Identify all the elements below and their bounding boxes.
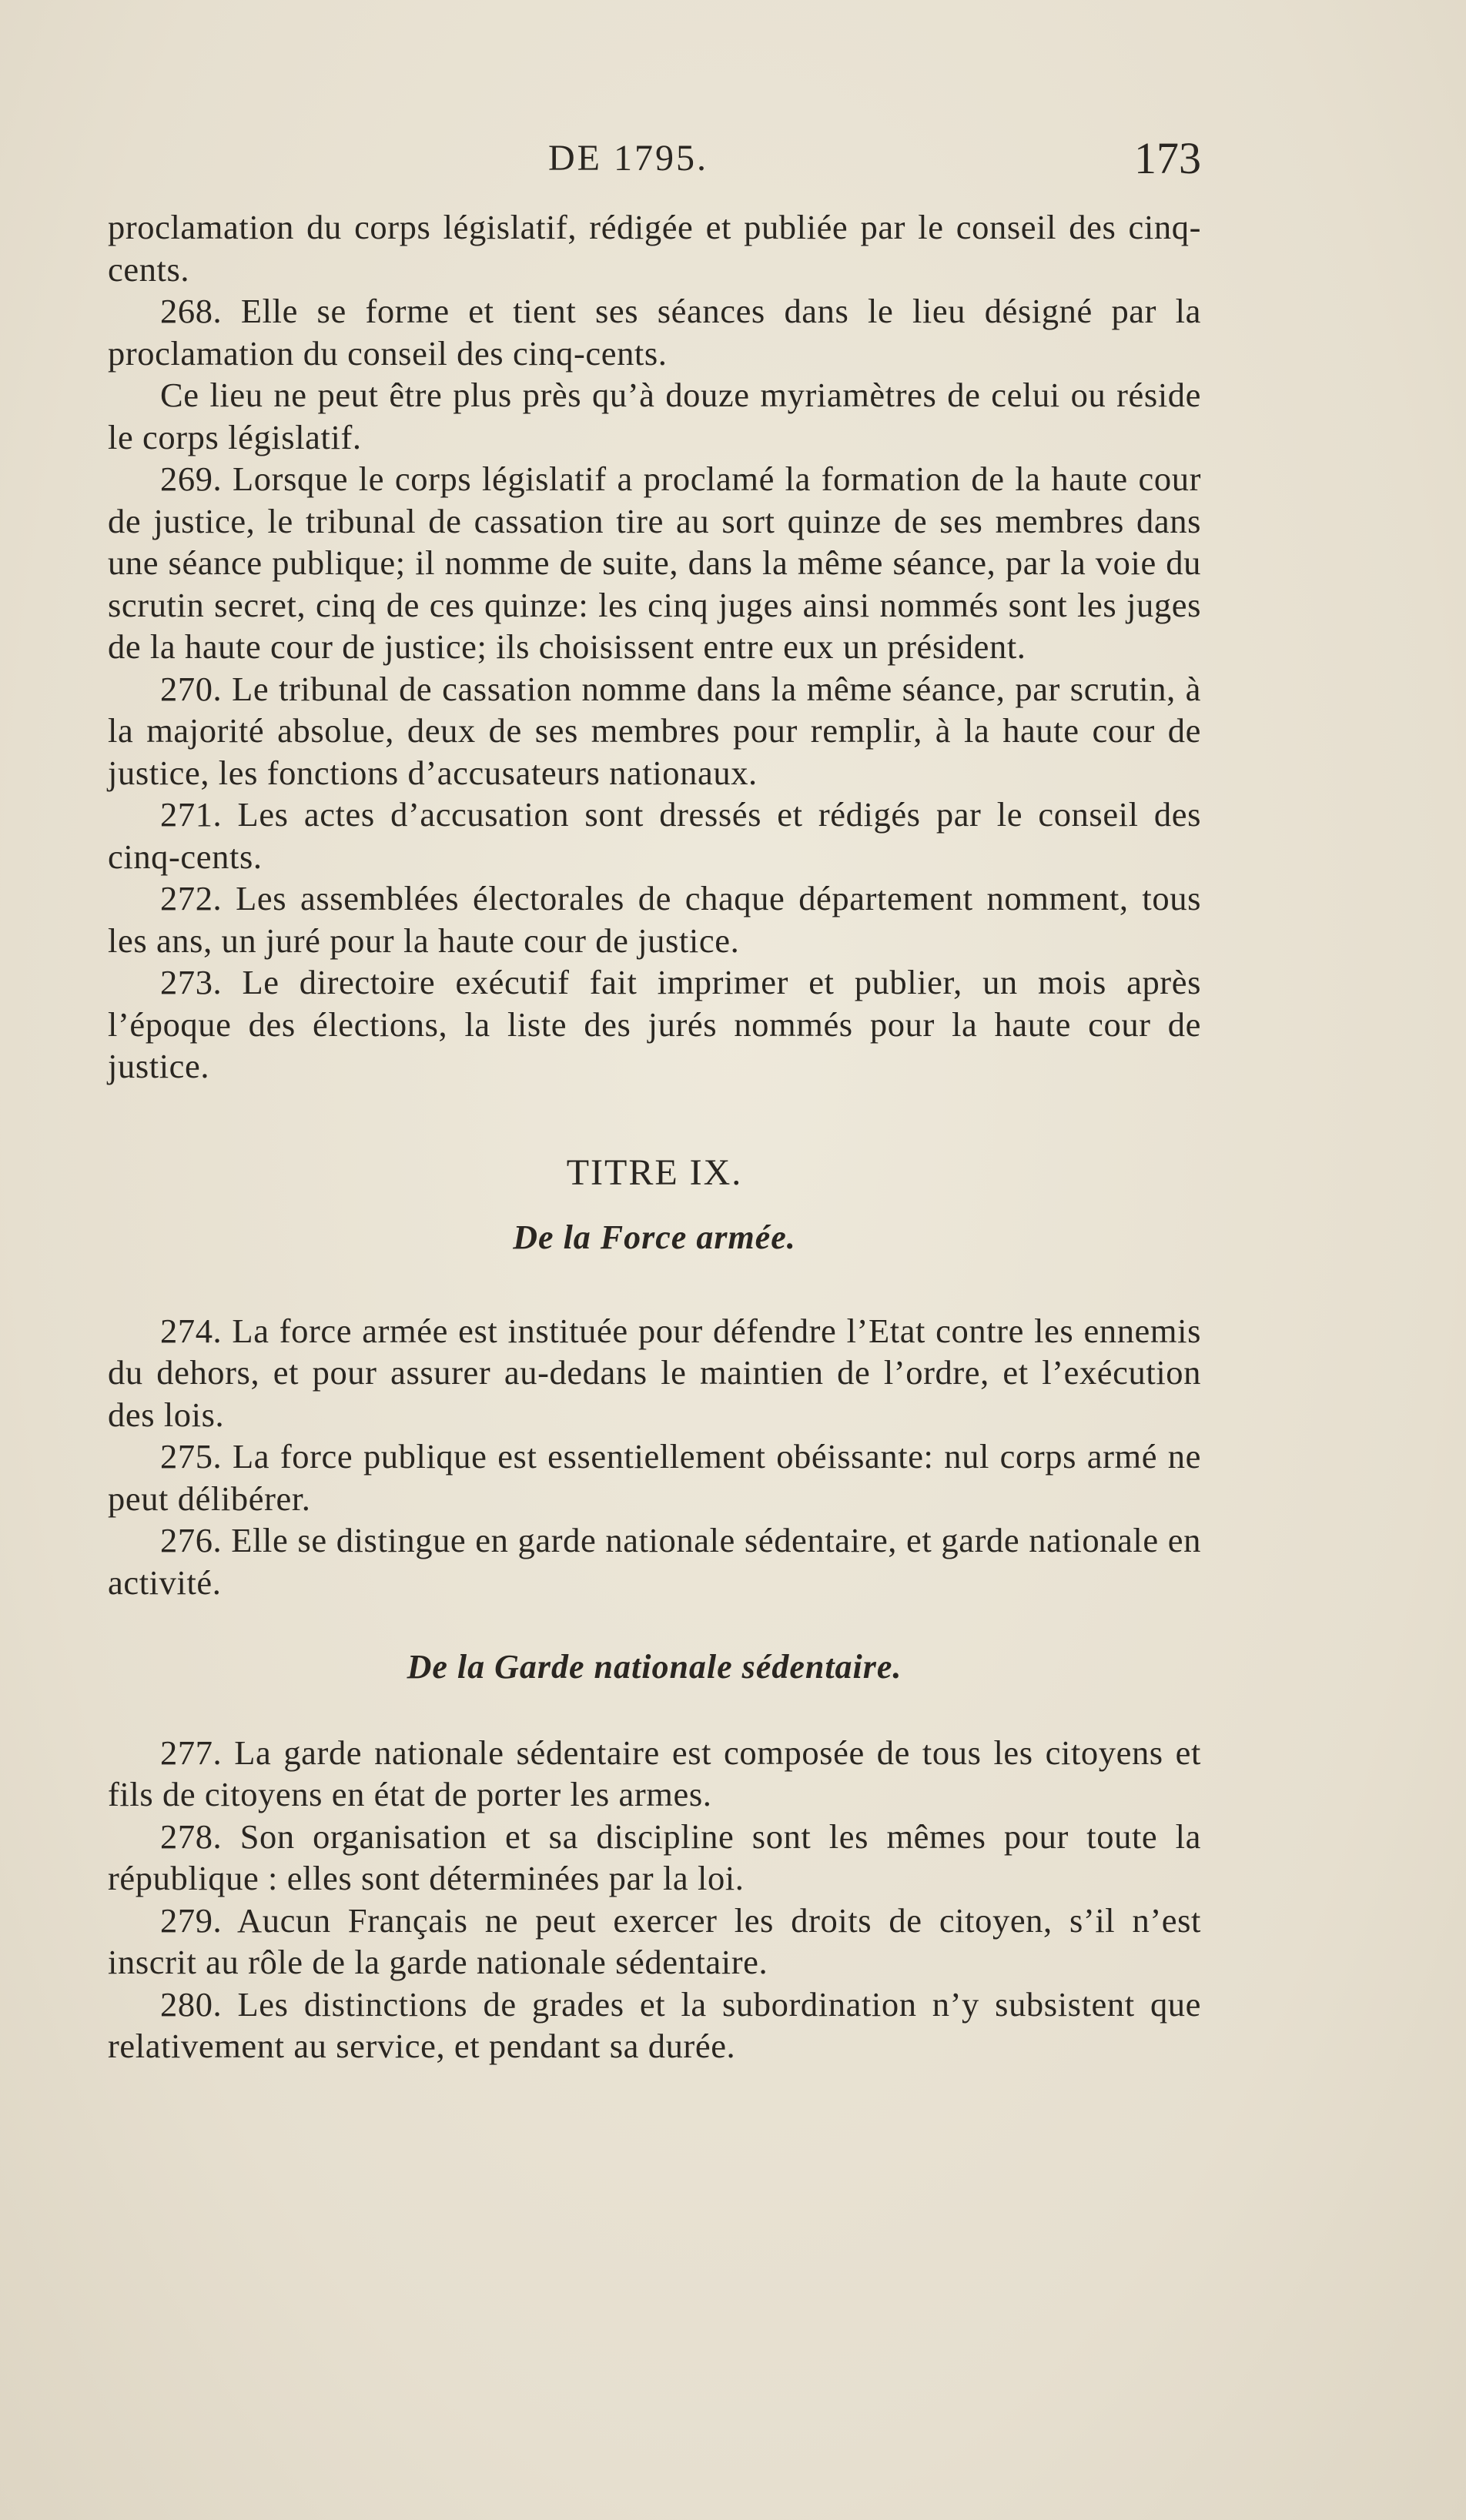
page-header bbox=[108, 133, 1201, 199]
page-body bbox=[108, 206, 1201, 2067]
article-269: 269. Lorsque le corps législatif a proclamé la formation de la haute cour de justice, le tribunal de cassation tire au sort quinze de ses membres dans une séance publique; il nomme de suite, dans la même séance, par la voie du scrutin secret, cinq de ces quinze: les cinq juges ainsi nommés sont les juges de la haute cour de justice; ils choisissent entre eux un président. bbox=[108, 460, 1201, 666]
article-271: 271. Les actes d’accusation sont dressés et rédigés par le conseil des cinq-cents. bbox=[108, 795, 1201, 876]
article-272: 272. Les assemblées électorales de chaque département nomment, tous les ans, un juré pour la haute cour de justice. bbox=[108, 879, 1201, 960]
running-title: DE 1795. bbox=[548, 138, 708, 179]
article-279: 279. Aucun Français ne peut exercer les droits de citoyen, s’il n’est inscrit au rôle de la garde nationale sédentaire. bbox=[108, 1900, 1201, 1981]
article-268: 268. Elle se forme et tient ses séances dans le lieu désigné par la proclamation du conseil des cinq-cents. bbox=[108, 292, 1201, 373]
article-274: 274. La force armée est instituée pour défendre l’Etat contre les ennemis du dehors, et pour assurer au-dedans le maintien de l’ordre, et l’exécution des lois. bbox=[108, 1311, 1201, 1434]
article-277: 277. La garde nationale sédentaire est composée de tous les citoyens et fils de citoyens en état de porter les armes. bbox=[108, 1733, 1201, 1813]
section-title: TITRE IX. bbox=[566, 1151, 743, 1193]
article-268-paragraph-2: Ce lieu ne peut être plus près qu’à douze myriamètres de celui ou réside le corps législatif. bbox=[108, 376, 1201, 456]
article-276: 276. Elle se distingue en garde nationale sédentaire, et garde nationale en activité. bbox=[108, 1521, 1201, 1602]
article-273: 273. Le directoire exécutif fait imprimer et publier, un mois après l’époque des élections, la liste des jurés nommés pour la haute cour de justice. bbox=[108, 963, 1201, 1085]
page-number: 173 bbox=[1134, 133, 1201, 183]
subsection-title: De la Garde nationale sédentaire. bbox=[407, 1648, 902, 1686]
article-275: 275. La force publique est essentiellement obéissante: nul corps armé ne peut délibérer. bbox=[108, 1437, 1201, 1518]
article-270: 270. Le tribunal de cassation nomme dans la même séance, par scrutin, à la majorité absolue, deux de ses membres pour remplir, à la haute cour de justice, les fonctions d’accusateurs nationaux. bbox=[108, 669, 1201, 792]
article-278: 278. Son organisation et sa discipline sont les mêmes pour toute la république : elles sont déterminées par la loi. bbox=[108, 1816, 1201, 1897]
article-280: 280. Les distinctions de grades et la subordination n’y subsistent que relativement au service, et pendant sa durée. bbox=[108, 1984, 1201, 2065]
paragraph-continuation: proclamation du corps législatif, rédigée et publiée par le conseil des cinq-cents. bbox=[108, 208, 1201, 289]
section-subtitle: De la Force armée. bbox=[513, 1218, 796, 1256]
